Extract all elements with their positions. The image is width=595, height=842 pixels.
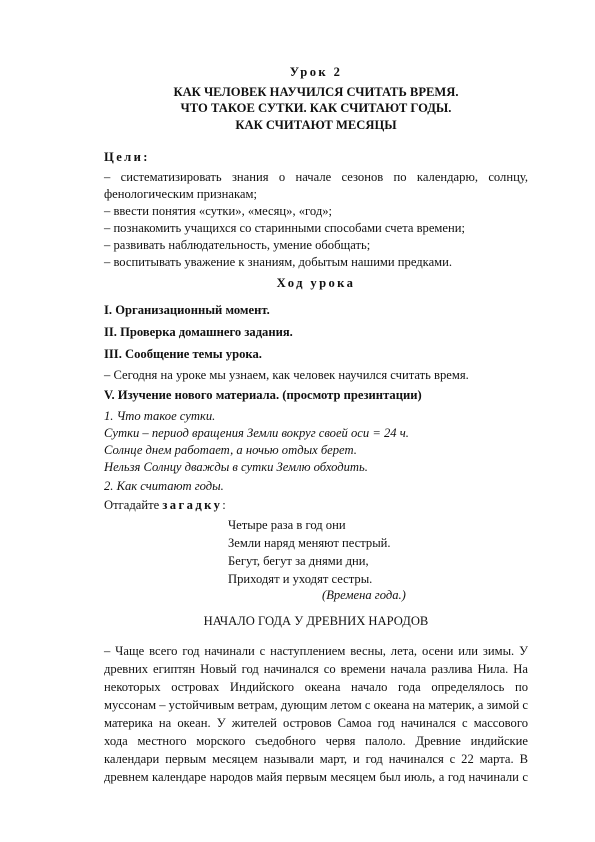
paragraph-line-1: – Чаще всего год начинали с наступлением весны, лета, осени или зимы. У: [104, 644, 528, 658]
topic-line: – Сегодня на уроке мы узнаем, как человек научился считать время.: [104, 368, 469, 382]
section-heading-new-year: НАЧАЛО ГОДА У ДРЕВНИХ НАРОДОВ: [203, 614, 429, 628]
riddle-word: загадку: [162, 498, 223, 512]
section-1: I. Организационный момент.: [104, 303, 270, 317]
question-1: 1. Что такое сутки.: [104, 409, 216, 423]
section-2: II. Проверка домашнего задания.: [104, 325, 293, 339]
paragraph-line-4: муссонам – устойчивым ветрам, дующим летом с океана на материк, а зимой с: [104, 698, 528, 712]
goal-line-2: фенологическим признакам;: [104, 187, 257, 201]
section-3: III. Сообщение темы урока.: [104, 347, 262, 361]
sutki-line-1: Сутки – период вращения Земли вокруг своей оси = 24 ч.: [104, 426, 409, 440]
section-5: V. Изучение нового материала. (просмотр презинтации): [104, 388, 422, 402]
riddle-suffix: :: [222, 498, 226, 512]
goals-heading: Цели:: [104, 150, 150, 164]
sutki-line-3: Нельзя Солнцу дважды в сутки Землю обходить.: [104, 460, 368, 474]
poem-line-3: Бегут, бегут за днями дни,: [228, 554, 369, 568]
riddle-prompt: [104, 497, 528, 513]
paragraph-line-3: некоторых островах Индийского океана начало года определялось по: [104, 680, 528, 694]
poem-line-1: Четыре раза в год они: [228, 518, 346, 532]
question-2: 2. Как считают годы.: [104, 479, 224, 493]
lesson-number: Урок 2: [289, 65, 343, 79]
paragraph-line-7: календари первым месяцем называли март, и год начинался с 22 марта. В: [104, 752, 528, 766]
title-line-2: ЧТО ТАКОЕ СУТКИ. КАК СЧИТАЮТ ГОДЫ.: [180, 101, 452, 115]
course-heading: Ход урока: [276, 276, 356, 290]
poem-line-2: Земли наряд меняют пестрый.: [228, 536, 391, 550]
poem-answer: (Времена года.): [322, 588, 406, 602]
sutki-line-2: Солнце днем работает, а ночью отдых берет.: [104, 443, 357, 457]
paragraph-line-5: материка на океан. У жителей островов Самоа год начинался с массового: [104, 716, 528, 730]
paragraph-line-8: древнем календаре народов майя первым месяцем был июль, а год начинали с: [104, 770, 528, 784]
paragraph-line-6: хода местного морского съедобного червя палоло. Древние индийские: [104, 734, 528, 748]
goal-line-6: – воспитывать уважение к знаниям, добытым нашими предками.: [104, 255, 453, 269]
riddle-prefix: Отгадайте: [104, 498, 163, 512]
goal-line-1: – систематизировать знания о начале сезонов по календарю, солнцу,: [104, 170, 528, 184]
goal-line-4: – познакомить учащихся со старинными способами счета времени;: [104, 221, 465, 235]
goal-line-3: – ввести понятия «сутки», «месяц», «год»;: [104, 204, 333, 218]
poem-line-4: Приходят и уходят сестры.: [228, 572, 373, 586]
title-line-3: КАК СЧИТАЮТ МЕСЯЦЫ: [235, 118, 397, 132]
goal-line-5: – развивать наблюдательность, умение обобщать;: [104, 238, 371, 252]
paragraph-line-2: древних египтян Новый год начинался со времени начала разлива Нила. На: [104, 662, 528, 676]
title-line-1: КАК ЧЕЛОВЕК НАУЧИЛСЯ СЧИТАТЬ ВРЕМЯ.: [173, 85, 459, 99]
